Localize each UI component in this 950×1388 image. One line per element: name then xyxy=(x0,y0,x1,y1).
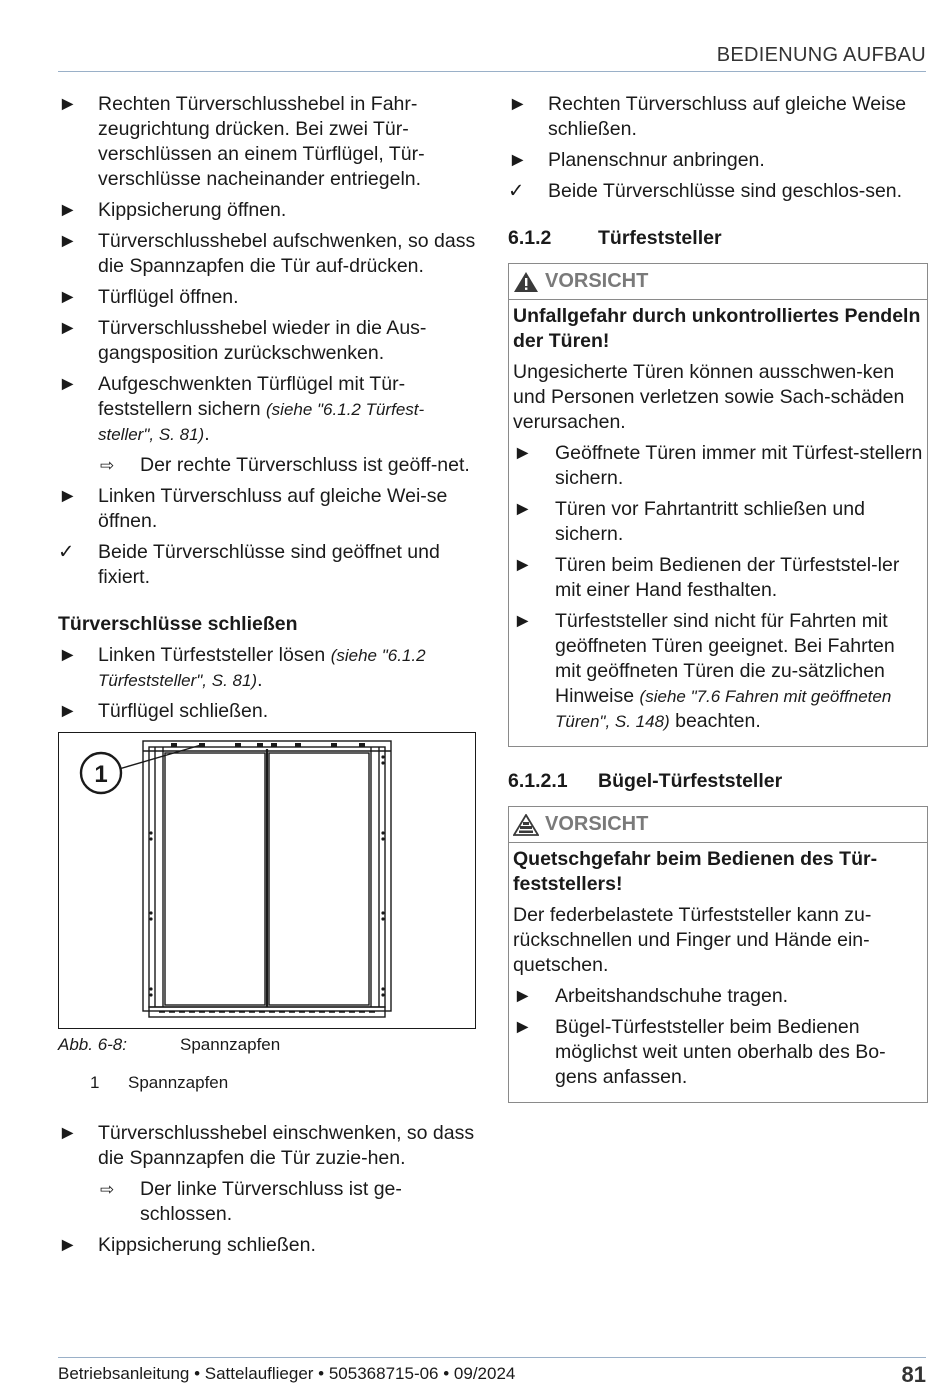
list-item: ► Rechten Türverschlusshebel in Fahr-zeugrichtung drücken. Bei zwei Tür-verschlüssen an einem Türflügel, Tür-verschlüsse nacheinander entriegeln. xyxy=(58,93,425,190)
section-heading-6-1-2-1: 6.1.2.1 Bügel-Türfeststeller xyxy=(508,770,783,792)
list-item: ► Linken Türfeststeller lösen (siehe "6.1.2 Türfeststeller", S. 81). xyxy=(58,644,426,691)
caution-description: Der federbelastete Türfeststeller kann zu-rückschnellen und Finger und Hände ein-quetschen. xyxy=(513,904,872,976)
list-item: ► Aufgeschwenkten Türflügel mit Tür-feststellern sichern (siehe "6.1.2 Türfest-steller", S. 81). xyxy=(58,373,425,445)
checkmark-icon: ✓ xyxy=(508,180,525,202)
list-item: ► Türflügel schließen. xyxy=(58,700,269,722)
bullet-icon: ► xyxy=(58,93,78,115)
bullet-icon: ► xyxy=(58,373,78,395)
caution-header: VORSICHT xyxy=(509,264,927,300)
page-number: 81 xyxy=(901,1362,926,1387)
bullet-icon: ► xyxy=(58,199,78,221)
bullet-icon: ► xyxy=(513,554,533,576)
caution-header: VORSICHT xyxy=(509,807,927,843)
list-item: ► Türfeststeller sind nicht für Fahrten mit geöffneten Türen geeignet. Bei Fahrten mit geöffneten Türen die zu-sätzlichen Hinweise (siehe "7.6 Fahren mit geöffneten Türen", S. 148) beachten. xyxy=(513,610,895,732)
bullet-icon: ► xyxy=(58,485,78,507)
result-item: ⇨ Der linke Türverschluss ist ge-schlossen. xyxy=(100,1178,402,1225)
bullet-icon: ► xyxy=(58,317,78,339)
bullet-icon: ► xyxy=(513,610,533,632)
step-list-open xyxy=(58,92,476,590)
check-item: ✓ Beide Türverschlüsse sind geöffnet und fixiert. xyxy=(58,541,440,588)
result-arrow-icon: ⇨ xyxy=(100,1180,115,1199)
checkmark-icon: ✓ xyxy=(58,541,75,563)
list-item: ► Geöffnete Türen immer mit Türfest-stellern sichern. xyxy=(513,442,923,489)
caution-box-swinging-doors xyxy=(508,263,928,747)
bullet-icon: ► xyxy=(58,1234,78,1256)
list-item: ► Bügel-Türfeststeller beim Bedienen möglichst weit unten oberhalb des Bo-gens anfassen. xyxy=(513,1016,886,1088)
cross-reference-link[interactable]: (siehe "6.1.2 Türfeststeller", S. 81) xyxy=(98,646,426,690)
list-item: ► Türen vor Fahrtantritt schließen und sichern. xyxy=(513,498,865,545)
rear-doors-drawing-icon xyxy=(59,733,475,1028)
left-column xyxy=(58,92,476,1264)
caution-hazard-title: Unfallgefahr durch unkontrolliertes Pendeln der Türen! xyxy=(513,305,921,352)
list-item: ► Türverschlusshebel aufschwenken, so dass die Spannzapfen die Tür auf-drücken. xyxy=(58,230,476,277)
bullet-icon: ► xyxy=(508,149,528,171)
list-item: ► Arbeitshandschuhe tragen. xyxy=(513,985,789,1007)
footer-document-info: Betriebsanleitung • Sattelauflieger • 505368715-06 • 09/2024 xyxy=(58,1364,516,1383)
door-figure xyxy=(58,732,476,1029)
caution-box-crushing xyxy=(508,806,928,1103)
bullet-icon: ► xyxy=(58,1122,78,1144)
page-header-title: BEDIENUNG AUFBAU xyxy=(716,44,926,66)
list-item: ► Türverschlusshebel wieder in die Aus-gangsposition zurückschwenken. xyxy=(58,317,427,364)
bullet-icon: ► xyxy=(58,700,78,722)
list-item: ► Kippsicherung öffnen. xyxy=(58,199,287,221)
cross-reference-link[interactable]: (siehe "6.1.2 Türfest-steller", S. 81) xyxy=(98,400,425,444)
list-item: ► Türverschlusshebel einschwenken, so dass die Spannzapfen die Tür zuzie-hen. xyxy=(58,1122,475,1169)
bullet-icon: ► xyxy=(513,1016,533,1038)
list-item: ► Türen beim Bedienen der Türfeststel-ler mit einer Hand festhalten. xyxy=(513,554,900,601)
cross-reference-link[interactable]: (siehe "7.6 Fahren mit geöffneten Türen", S. 148) xyxy=(555,687,892,731)
caution-description: Ungesicherte Türen können ausschwen-ken und Personen verletzen sowie Sach-schäden verursachen. xyxy=(513,361,905,433)
list-item: ► Planenschnur anbringen. xyxy=(508,149,765,171)
warning-triangle-icon xyxy=(513,271,539,293)
bullet-icon: ► xyxy=(58,230,78,252)
header-divider xyxy=(58,71,926,72)
figure-caption: Abb. 6-8: Spannzapfen xyxy=(58,1035,281,1054)
result-item: ⇨ Der rechte Türverschluss ist geöff-net. xyxy=(100,454,470,476)
crush-hazard-triangle-icon xyxy=(513,814,539,836)
footer-divider xyxy=(58,1357,926,1358)
list-item: ► Türflügel öffnen. xyxy=(58,286,239,308)
figure-legend: 1 Spannzapfen xyxy=(90,1073,229,1092)
list-item: ► Linken Türverschluss auf gleiche Wei-se öffnen. xyxy=(58,485,448,532)
subheading-close: Türverschlüsse schließen xyxy=(58,613,298,635)
section-heading-6-1-2: 6.1.2 Türfeststeller xyxy=(508,227,722,249)
bullet-icon: ► xyxy=(513,985,533,1007)
right-column xyxy=(508,92,928,1103)
list-item: ► Kippsicherung schließen. xyxy=(58,1234,316,1256)
caution-hazard-title: Quetschgefahr beim Bedienen des Tür-feststellers! xyxy=(513,848,878,895)
bullet-icon: ► xyxy=(58,644,78,666)
bullet-icon: ► xyxy=(508,93,528,115)
bullet-icon: ► xyxy=(58,286,78,308)
bullet-icon: ► xyxy=(513,442,533,464)
check-item: ✓ Beide Türverschlüsse sind geschlos-sen. xyxy=(508,180,903,202)
figure-callout-number: 1 xyxy=(94,761,108,788)
list-item: ► Rechten Türverschluss auf gleiche Weise schließen. xyxy=(508,93,907,140)
bullet-icon: ► xyxy=(513,498,533,520)
result-arrow-icon: ⇨ xyxy=(100,456,115,475)
